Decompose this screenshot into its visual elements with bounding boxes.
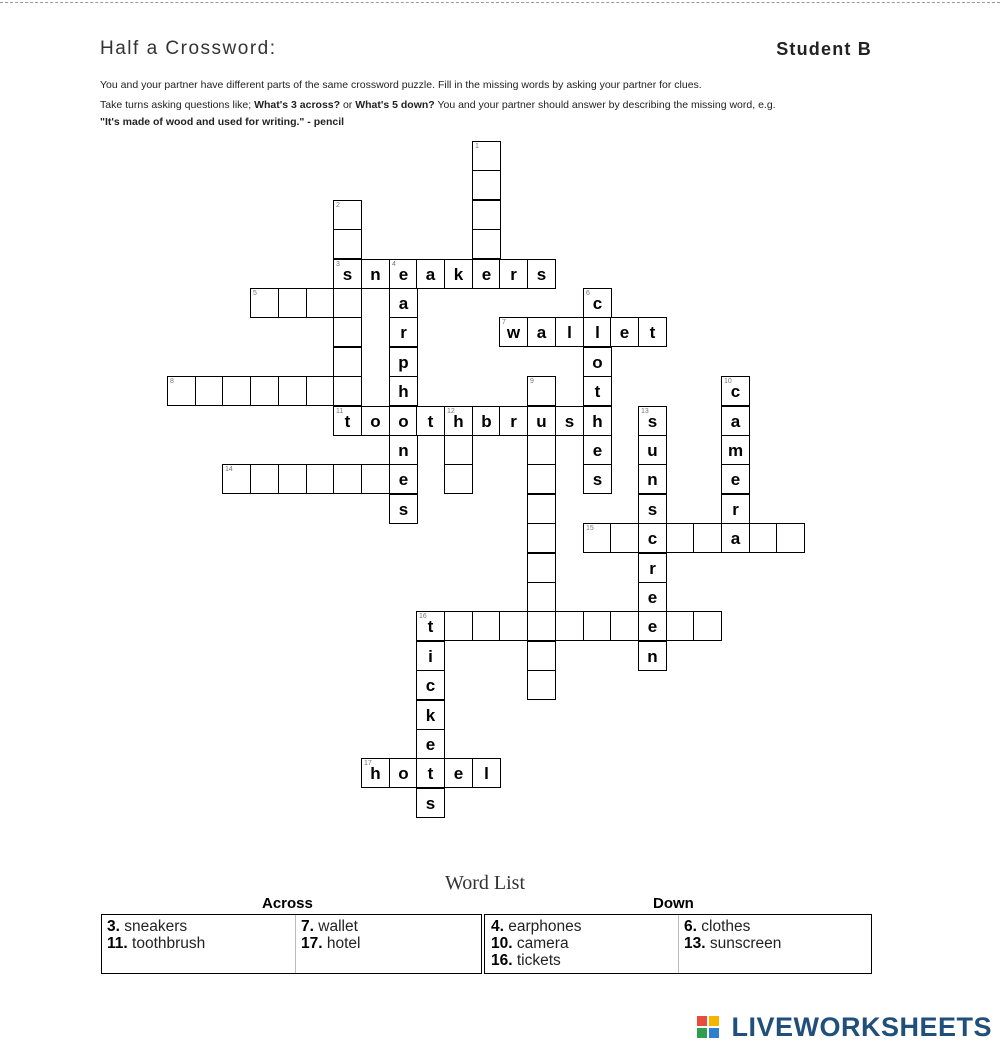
word-list-divider xyxy=(678,915,679,973)
cell-letter: e xyxy=(592,441,603,460)
crossword-cell[interactable] xyxy=(472,259,501,289)
crossword-cell[interactable] xyxy=(389,464,418,494)
crossword-cell[interactable] xyxy=(583,464,612,494)
crossword-cell[interactable] xyxy=(527,670,556,700)
crossword-cell[interactable] xyxy=(444,259,473,289)
student-label: Student B xyxy=(776,39,872,59)
crossword-cell[interactable] xyxy=(222,464,251,494)
cell-letter: h xyxy=(370,764,381,783)
cell-letter: s xyxy=(564,412,575,431)
clue-number: 9 xyxy=(530,378,534,385)
cell-letter: b xyxy=(481,412,492,431)
crossword-cell[interactable] xyxy=(638,553,667,583)
crossword-cell[interactable] xyxy=(472,611,501,641)
crossword-cell[interactable] xyxy=(278,464,307,494)
cell-letter: e xyxy=(647,617,658,636)
crossword-cell[interactable] xyxy=(721,464,750,494)
crossword-cell[interactable] xyxy=(583,288,612,318)
cell-letter: o xyxy=(370,412,381,431)
crossword-cell[interactable] xyxy=(527,582,556,612)
cell-letter: a xyxy=(730,412,741,431)
crossword-cell[interactable] xyxy=(361,259,390,289)
crossword-cell[interactable] xyxy=(527,523,556,553)
cell-letter: l xyxy=(567,323,572,342)
cell-letter: e xyxy=(398,265,409,284)
clue-number: 4 xyxy=(392,261,396,268)
crossword-cell[interactable] xyxy=(472,406,501,436)
crossword-cell[interactable] xyxy=(444,435,473,465)
cell-letter: s xyxy=(647,500,658,519)
crossword-cell[interactable] xyxy=(583,523,612,553)
word-list-across-heading: Across xyxy=(262,895,313,912)
page-title: Half a Crossword: xyxy=(100,38,277,59)
crossword-cell[interactable] xyxy=(499,259,528,289)
cell-letter: k xyxy=(425,706,436,725)
crossword-cell[interactable] xyxy=(583,406,612,436)
cell-letter: c xyxy=(592,294,603,313)
crossword-cell[interactable] xyxy=(361,758,390,788)
cell-letter: h xyxy=(398,382,409,401)
crossword-cell[interactable] xyxy=(555,611,584,641)
cell-letter: o xyxy=(398,412,409,431)
clue-number: 8 xyxy=(170,378,174,385)
cell-letter: p xyxy=(398,353,409,372)
crossword-cell[interactable] xyxy=(555,317,584,347)
crossword-cell[interactable] xyxy=(333,317,362,347)
cell-letter: c xyxy=(425,676,436,695)
crossword-cell[interactable] xyxy=(527,494,556,524)
crossword-cell[interactable] xyxy=(416,670,445,700)
cell-letter: w xyxy=(506,323,521,342)
cell-letter: r xyxy=(510,412,517,431)
cell-letter: s xyxy=(425,794,436,813)
cell-letter: a xyxy=(425,265,436,284)
cell-letter: t xyxy=(427,764,434,783)
crossword-cell[interactable] xyxy=(250,464,279,494)
word-list-item: 17. hotel xyxy=(301,935,361,952)
crossword-cell[interactable] xyxy=(721,376,750,406)
crossword-cell[interactable] xyxy=(416,406,445,436)
clue-number: 14 xyxy=(225,466,233,473)
crossword-cell[interactable] xyxy=(389,494,418,524)
crossword-cell[interactable] xyxy=(583,347,612,377)
cell-letter: s xyxy=(398,500,409,519)
crossword-cell[interactable] xyxy=(776,523,805,553)
crossword-cell[interactable] xyxy=(693,611,722,641)
crossword-cell[interactable] xyxy=(361,406,390,436)
crossword-cell[interactable] xyxy=(527,406,556,436)
cell-letter: n xyxy=(370,265,381,284)
clue-number: 3 xyxy=(336,261,340,268)
crossword-cell[interactable] xyxy=(527,611,556,641)
cell-letter: r xyxy=(510,265,517,284)
word-list-item: 10. camera xyxy=(491,935,569,952)
crossword-cell[interactable] xyxy=(416,611,445,641)
crossword-cell[interactable] xyxy=(749,523,778,553)
clue-number: 1 xyxy=(475,143,479,150)
crossword-cell[interactable] xyxy=(416,788,445,818)
cell-letter: e xyxy=(730,470,741,489)
crossword-cell[interactable] xyxy=(472,758,501,788)
crossword-cell[interactable] xyxy=(389,317,418,347)
cell-letter: r xyxy=(649,559,656,578)
crossword-cell[interactable] xyxy=(444,611,473,641)
cell-letter: t xyxy=(427,617,434,636)
crossword-cell[interactable] xyxy=(306,288,335,318)
crossword-cell[interactable] xyxy=(333,259,362,289)
crossword-cell[interactable] xyxy=(638,406,667,436)
crossword-cell[interactable] xyxy=(195,376,224,406)
crossword-cell[interactable] xyxy=(389,758,418,788)
crossword-cell[interactable] xyxy=(333,376,362,406)
cell-letter: c xyxy=(730,382,741,401)
crossword-cell[interactable] xyxy=(222,376,251,406)
cell-letter: e xyxy=(481,265,492,284)
crossword-cell[interactable] xyxy=(555,406,584,436)
crossword-cell[interactable] xyxy=(444,464,473,494)
crossword-cell[interactable] xyxy=(278,288,307,318)
crossword-cell[interactable] xyxy=(389,435,418,465)
crossword-cell[interactable] xyxy=(444,758,473,788)
word-list-item: 6. clothes xyxy=(684,918,751,935)
cell-letter: n xyxy=(647,470,658,489)
word-list-divider xyxy=(295,915,296,973)
liveworksheets-logo-icon xyxy=(697,1016,719,1038)
crossword-cell[interactable] xyxy=(333,347,362,377)
cell-letter: o xyxy=(398,764,409,783)
crossword-cell[interactable] xyxy=(389,376,418,406)
crossword-cell[interactable] xyxy=(416,700,445,730)
word-list-item: 7. wallet xyxy=(301,918,358,935)
cell-letter: l xyxy=(595,323,600,342)
clue-number: 6 xyxy=(586,290,590,297)
cell-letter: e xyxy=(425,735,436,754)
crossword-cell[interactable] xyxy=(416,758,445,788)
instructions-line-2: Take turns asking questions like; What's 3 across? or What's 5 down? You and your partner should answer by describing the missing word, e.g. xyxy=(100,99,776,111)
crossword-cell[interactable] xyxy=(638,435,667,465)
cell-letter: a xyxy=(398,294,409,313)
cell-letter: o xyxy=(592,353,603,372)
crossword-cell[interactable] xyxy=(610,611,639,641)
instructions-line-1: You and your partner have different parts of the same crossword puzzle. Fill in the missing words by asking your partner for clues. xyxy=(100,79,702,91)
crossword-cell[interactable] xyxy=(250,288,279,318)
cell-letter: a xyxy=(536,323,547,342)
crossword-cell[interactable] xyxy=(638,464,667,494)
crossword-cell[interactable] xyxy=(666,523,695,553)
crossword-cell[interactable] xyxy=(333,200,362,230)
instructions-line-3: "It's made of wood and used for writing." - pencil xyxy=(100,116,345,128)
cell-letter: u xyxy=(536,412,547,431)
cell-letter: u xyxy=(647,441,658,460)
clue-number: 16 xyxy=(419,613,427,620)
crossword-cell[interactable] xyxy=(333,229,362,259)
cell-letter: m xyxy=(727,441,744,460)
crossword-cell[interactable] xyxy=(638,317,667,347)
crossword-cell[interactable] xyxy=(527,641,556,671)
word-list-item: 4. earphones xyxy=(491,918,582,935)
cell-letter: e xyxy=(619,323,630,342)
crossword-cell[interactable] xyxy=(583,435,612,465)
clue-number: 15 xyxy=(586,525,594,532)
crossword-cell[interactable] xyxy=(472,170,501,200)
clue-number: 5 xyxy=(253,290,257,297)
clue-number: 7 xyxy=(502,319,506,326)
crossword-cell[interactable] xyxy=(361,464,390,494)
crossword-cell[interactable] xyxy=(666,611,695,641)
crossword-cell[interactable] xyxy=(499,611,528,641)
word-list-item: 3. sneakers xyxy=(107,918,188,935)
crossword-cell[interactable] xyxy=(527,464,556,494)
clue-number: 10 xyxy=(724,378,732,385)
crossword-cell[interactable] xyxy=(472,141,501,171)
clue-number: 13 xyxy=(641,408,649,415)
cell-letter: a xyxy=(730,529,741,548)
cell-letter: s xyxy=(536,265,547,284)
crossword-cell[interactable] xyxy=(389,347,418,377)
crossword-cell[interactable] xyxy=(638,641,667,671)
cell-letter: t xyxy=(594,382,601,401)
crossword-cell[interactable] xyxy=(416,729,445,759)
clue-number: 17 xyxy=(364,760,372,767)
word-list-down-box xyxy=(484,914,872,974)
crossword-cell[interactable] xyxy=(499,406,528,436)
word-list-item: 11. toothbrush xyxy=(107,935,206,952)
cell-letter: s xyxy=(592,470,603,489)
crossword-cell[interactable] xyxy=(389,406,418,436)
crossword-cell[interactable] xyxy=(527,435,556,465)
cell-letter: h xyxy=(453,412,464,431)
word-list-down-heading: Down xyxy=(653,895,694,912)
cell-letter: n xyxy=(398,441,409,460)
crossword-cell[interactable] xyxy=(610,317,639,347)
cell-letter: t xyxy=(649,323,656,342)
crossword-cell[interactable] xyxy=(333,288,362,318)
crossword-cell[interactable] xyxy=(444,406,473,436)
crossword-cell[interactable] xyxy=(583,317,612,347)
crossword-cell[interactable] xyxy=(416,259,445,289)
cell-letter: e xyxy=(647,588,658,607)
word-list-title: Word List xyxy=(444,872,526,894)
brand-wordmark: LIVEWORKSHEETS xyxy=(731,1012,992,1042)
crossword-cell[interactable] xyxy=(638,523,667,553)
crossword-cell[interactable] xyxy=(416,641,445,671)
cell-letter: t xyxy=(344,412,351,431)
crossword-cell[interactable] xyxy=(333,406,362,436)
crossword-cell[interactable] xyxy=(389,288,418,318)
crossword-cell[interactable] xyxy=(306,464,335,494)
crossword-cell[interactable] xyxy=(693,523,722,553)
crossword-cell[interactable] xyxy=(250,376,279,406)
crossword-cell[interactable] xyxy=(472,200,501,230)
crossword-cell[interactable] xyxy=(721,435,750,465)
crossword-cell[interactable] xyxy=(638,494,667,524)
crossword-cell[interactable] xyxy=(527,376,556,406)
clue-number: 11 xyxy=(336,408,344,415)
clue-number: 2 xyxy=(336,202,340,209)
cell-letter: t xyxy=(427,412,434,431)
crossword-cell[interactable] xyxy=(638,611,667,641)
crossword-cell[interactable] xyxy=(527,259,556,289)
crossword-cell[interactable] xyxy=(472,229,501,259)
cell-letter: e xyxy=(453,764,464,783)
crossword-cell[interactable] xyxy=(527,317,556,347)
cell-letter: s xyxy=(342,265,353,284)
cell-letter: n xyxy=(647,647,658,666)
crossword-cell[interactable] xyxy=(278,376,307,406)
cell-letter: e xyxy=(398,470,409,489)
word-list-item: 16. tickets xyxy=(491,952,561,969)
crossword-cell[interactable] xyxy=(389,259,418,289)
cell-letter: h xyxy=(592,412,603,431)
crossword-cell[interactable] xyxy=(721,406,750,436)
cell-letter: r xyxy=(732,500,739,519)
word-list-across-box xyxy=(101,914,482,974)
crossword-cell[interactable] xyxy=(721,494,750,524)
cell-letter: l xyxy=(484,764,489,783)
cell-letter: c xyxy=(647,529,658,548)
crossword-cell[interactable] xyxy=(527,553,556,583)
crossword-cell[interactable] xyxy=(583,376,612,406)
crossword-cell[interactable] xyxy=(333,464,362,494)
crossword-cell[interactable] xyxy=(583,611,612,641)
cell-letter: s xyxy=(647,412,658,431)
crossword-cell[interactable] xyxy=(167,376,196,406)
crossword-cell[interactable] xyxy=(638,582,667,612)
crossword-cell[interactable] xyxy=(610,523,639,553)
word-list-item: 13. sunscreen xyxy=(684,935,782,952)
cell-letter: k xyxy=(453,265,464,284)
crossword-cell[interactable] xyxy=(721,523,750,553)
cell-letter: r xyxy=(400,323,407,342)
clue-number: 12 xyxy=(447,408,455,415)
crossword-cell[interactable] xyxy=(306,376,335,406)
crossword-cell[interactable] xyxy=(499,317,528,347)
cell-letter: i xyxy=(428,647,433,666)
